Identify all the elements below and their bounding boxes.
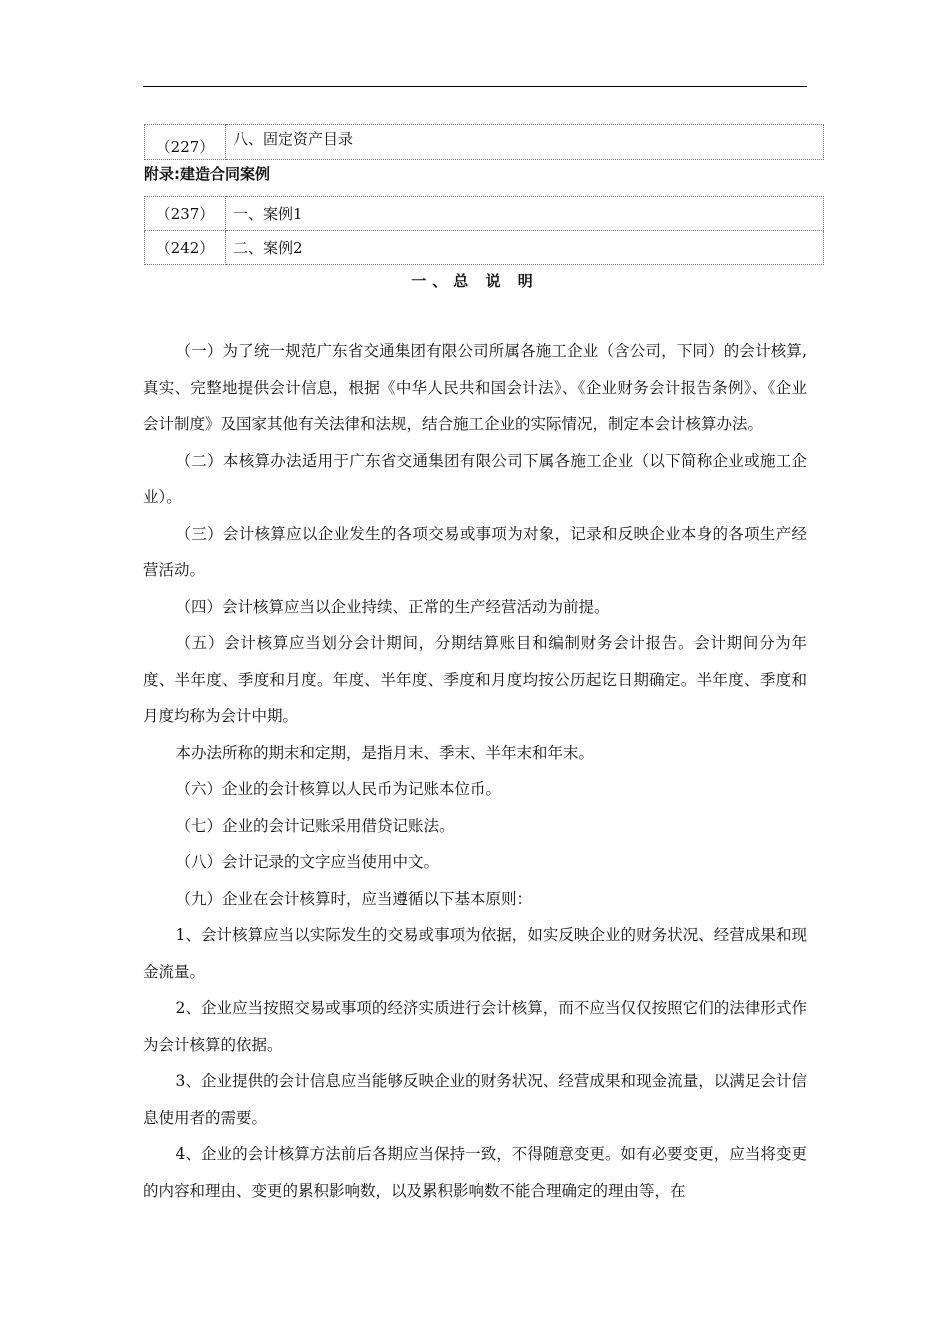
toc-table-appendix: [144, 196, 824, 265]
paragraph: （六）企业的会计核算以人民币为记账本位币。: [175, 780, 502, 798]
paragraph: （五）会计核算应当划分会计期间，分期结算账目和编制财务会计报告。会计期间分为年度、半年度、季度和月度。年度、半年度、季度和月度均按公历起讫日期确定。半年度、季度和月度均称为会计中期。: [143, 634, 807, 725]
section-title: 一、总 说 明: [411, 272, 539, 290]
paragraph: （三）会计核算应以企业发生的各项交易或事项为对象，记录和反映企业本身的各项生产经营活动。: [143, 524, 807, 579]
paragraph: 4、企业的会计核算方法前后各期应当保持一致，不得随意变更。如有必要变更，应当将变更的内容和理由、变更的累积影响数，以及累积影响数不能合理确定的理由等，在: [143, 1145, 807, 1200]
appendix-title: 附录:建造合同案例: [144, 165, 270, 183]
paragraph: （二）本核算办法适用于广东省交通集团有限公司下属各施工企业（以下简称企业或施工企业）。: [143, 451, 807, 506]
toc-row[interactable]: [145, 197, 824, 231]
toc-row[interactable]: [145, 125, 824, 160]
toc-entry-title: 八、固定资产目录: [226, 125, 824, 160]
body-text: [143, 333, 807, 1209]
toc-row[interactable]: [145, 231, 824, 265]
paragraph: （四）会计核算应当以企业持续、正常的生产经营活动为前提。: [175, 597, 610, 616]
paragraph: （八）会计记录的文字应当使用中文。: [175, 853, 440, 871]
paragraph: 2、企业应当按照交易或事项的经济实质进行会计核算，而不应当仅仅按照它们的法律形式作为会计核算的依据。: [143, 999, 807, 1054]
toc-entry-title: 二、案例2: [226, 231, 824, 265]
paragraph: 3、企业提供的会计信息应当能够反映企业的财务状况、经营成果和现金流量，以满足会计信息使用者的需要。: [143, 1072, 807, 1127]
toc-entry-title: 一、案例1: [226, 197, 824, 231]
toc-page-number: （242）: [145, 231, 226, 265]
toc-table-assets: [144, 124, 824, 160]
paragraph: （九）企业在会计核算时，应当遵循以下基本原则：: [175, 889, 533, 908]
paragraph: 1、会计核算应当以实际发生的交易或事项为依据，如实反映企业的财务状况、经营成果和现金流量。: [143, 926, 807, 981]
paragraph: （七）企业的会计记账采用借贷记账法。: [175, 816, 455, 835]
paragraph: 本办法所称的期末和定期，是指月末、季末、半年末和年末。: [175, 743, 595, 762]
header-rule: [143, 86, 807, 87]
toc-page-number: （227）: [145, 125, 226, 160]
toc-page-number: （237）: [145, 197, 226, 231]
paragraph: （一）为了统一规范广东省交通集团有限公司所属各施工企业（含公司，下同）的会计核算,真实、完整地提供会计信息，根据《中华人民共和国会计法》、《企业财务会计报告条例》、《企业会计制度》及国家其他有关法律和法规，结合施工企业的实际情况，制定本会计核算办法。: [143, 342, 807, 433]
